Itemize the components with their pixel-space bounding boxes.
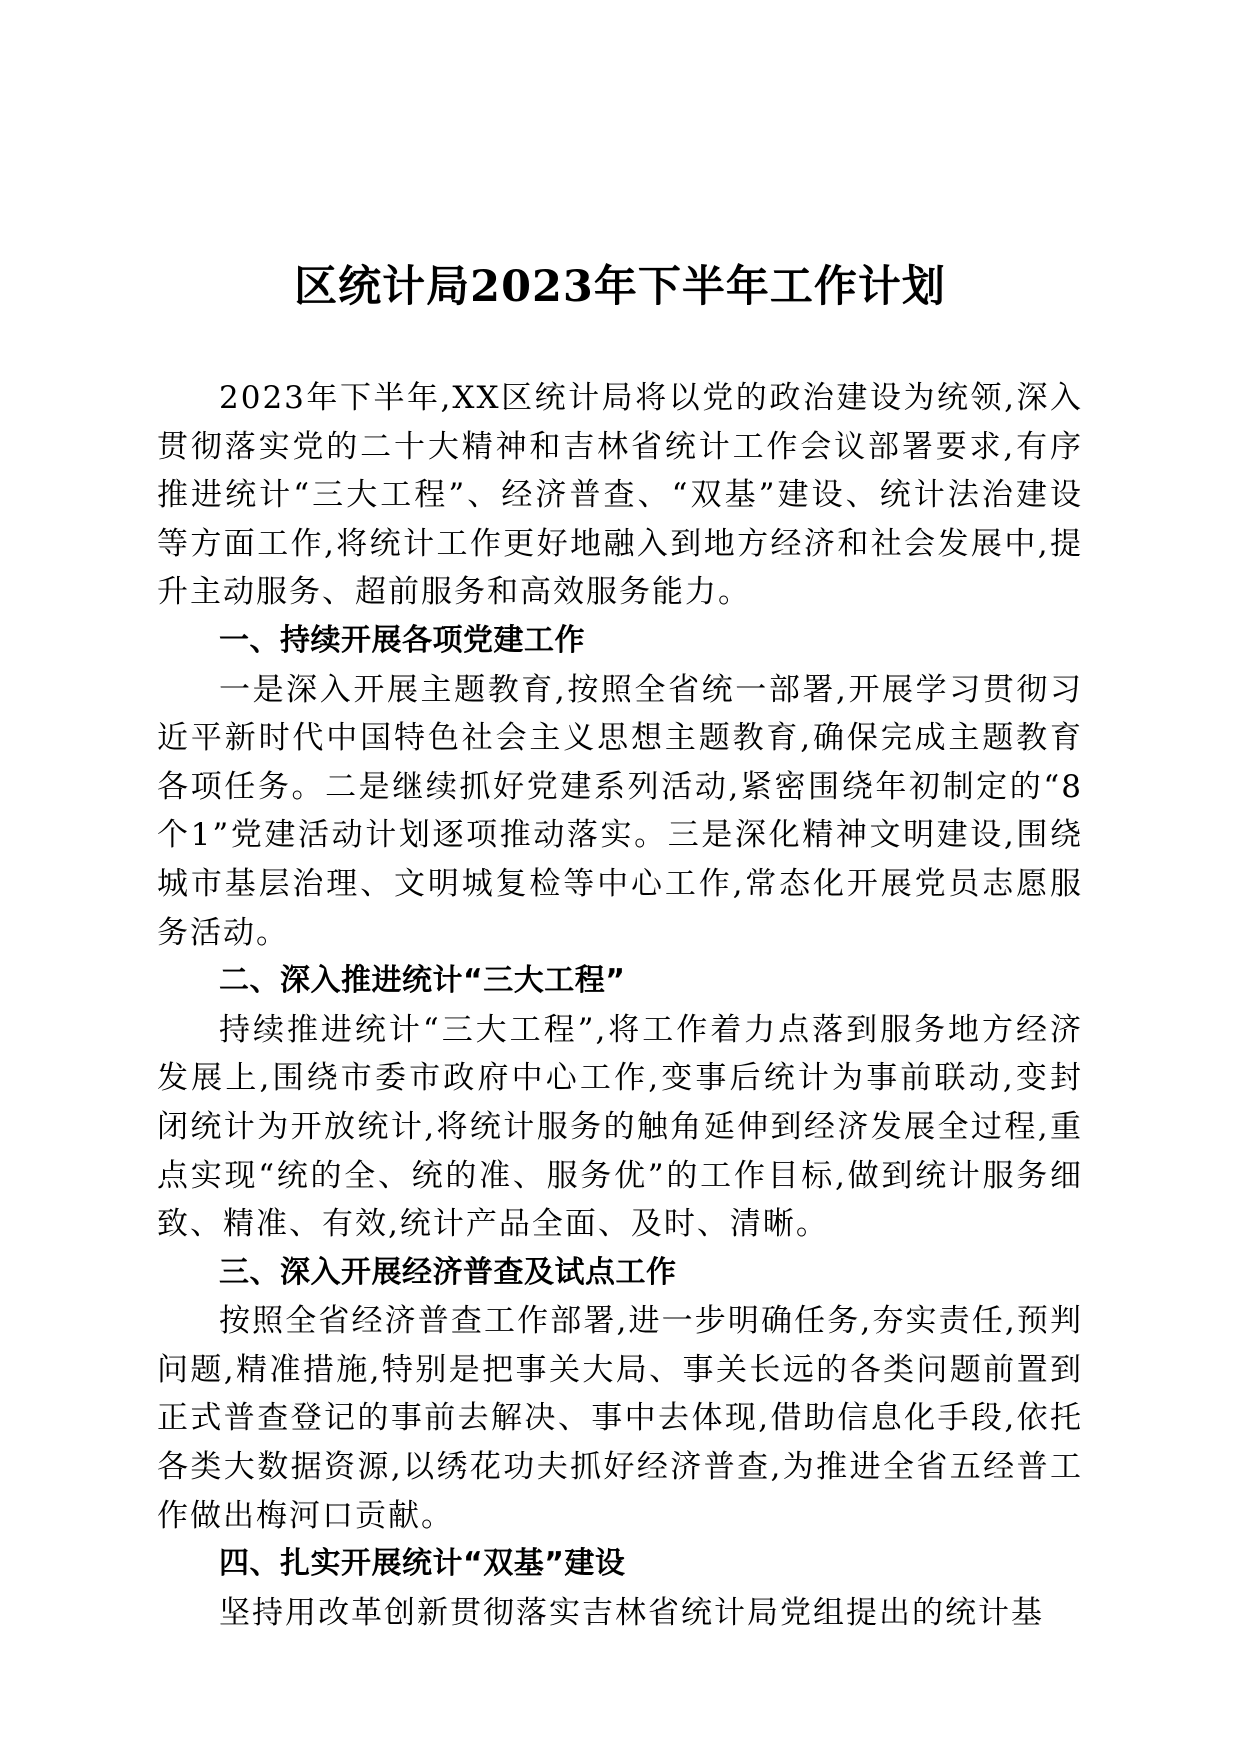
section-1-heading: 一、持续开展各项党建工作 — [219, 622, 585, 658]
document-title: 区统计局2023年下半年工作计划 — [294, 262, 946, 312]
section-1-paragraph: 一是深入开展主题教育,按照全省统一部署,开展学习贯彻习近平新时代中国特色社会主义思想主题教育,确保完成主题教育各项任务。二是继续抓好党建系列活动,紧密围绕年初制定的“8个1”党建活动计划逐项推动落实。三是深化精神文明建设,围绕城市基层治理、文明城复检等中心工作,常态化开展党员志愿服务活动。 — [157, 671, 1083, 951]
document-body — [157, 374, 1083, 1637]
section-3-paragraph: 按照全省经济普查工作部署,进一步明确任务,夯实责任,预判问题,精准措施,特别是把事关大局、事关长远的各类问题前置到正式普查登记的事前去解决、事中去体现,借助信息化手段,依托各类大数据资源,以绣花功夫抓好经济普查,为推进全省五经普工作做出梅河口贡献。 — [157, 1303, 1083, 1534]
section-3-heading: 三、深入开展经济普查及试点工作 — [219, 1254, 677, 1290]
section-4-paragraph: 坚持用改革创新贯彻落实吉林省统计局党组提出的统计基 — [219, 1594, 1044, 1631]
section-2-paragraph: 持续推进统计“三大工程”,将工作着力点落到服务地方经济发展上,围绕市委市政府中心工作,变事后统计为事前联动,变封闭统计为开放统计,将统计服务的触角延伸到经济发展全过程,重点实现“统的全、统的准、服务优”的工作目标,做到统计服务细致、精准、有效,统计产品全面、及时、清晰。 — [157, 1011, 1083, 1243]
section-4-heading: 四、扎实开展统计“双基”建设 — [219, 1546, 626, 1582]
intro-paragraph: 2023年下半年,XX区统计局将以党的政治建设为统领,深入贯彻落实党的二十大精神和吉林省统计工作会议部署要求,有序推进统计“三大工程”、经济普查、“双基”建设、统计法治建设等方面工作,将统计工作更好地融入到地方经济和社会发展中,提升主动服务、超前服务和高效服务能力。 — [157, 380, 1083, 611]
section-2-heading: 二、深入推进统计“三大工程” — [219, 963, 626, 999]
